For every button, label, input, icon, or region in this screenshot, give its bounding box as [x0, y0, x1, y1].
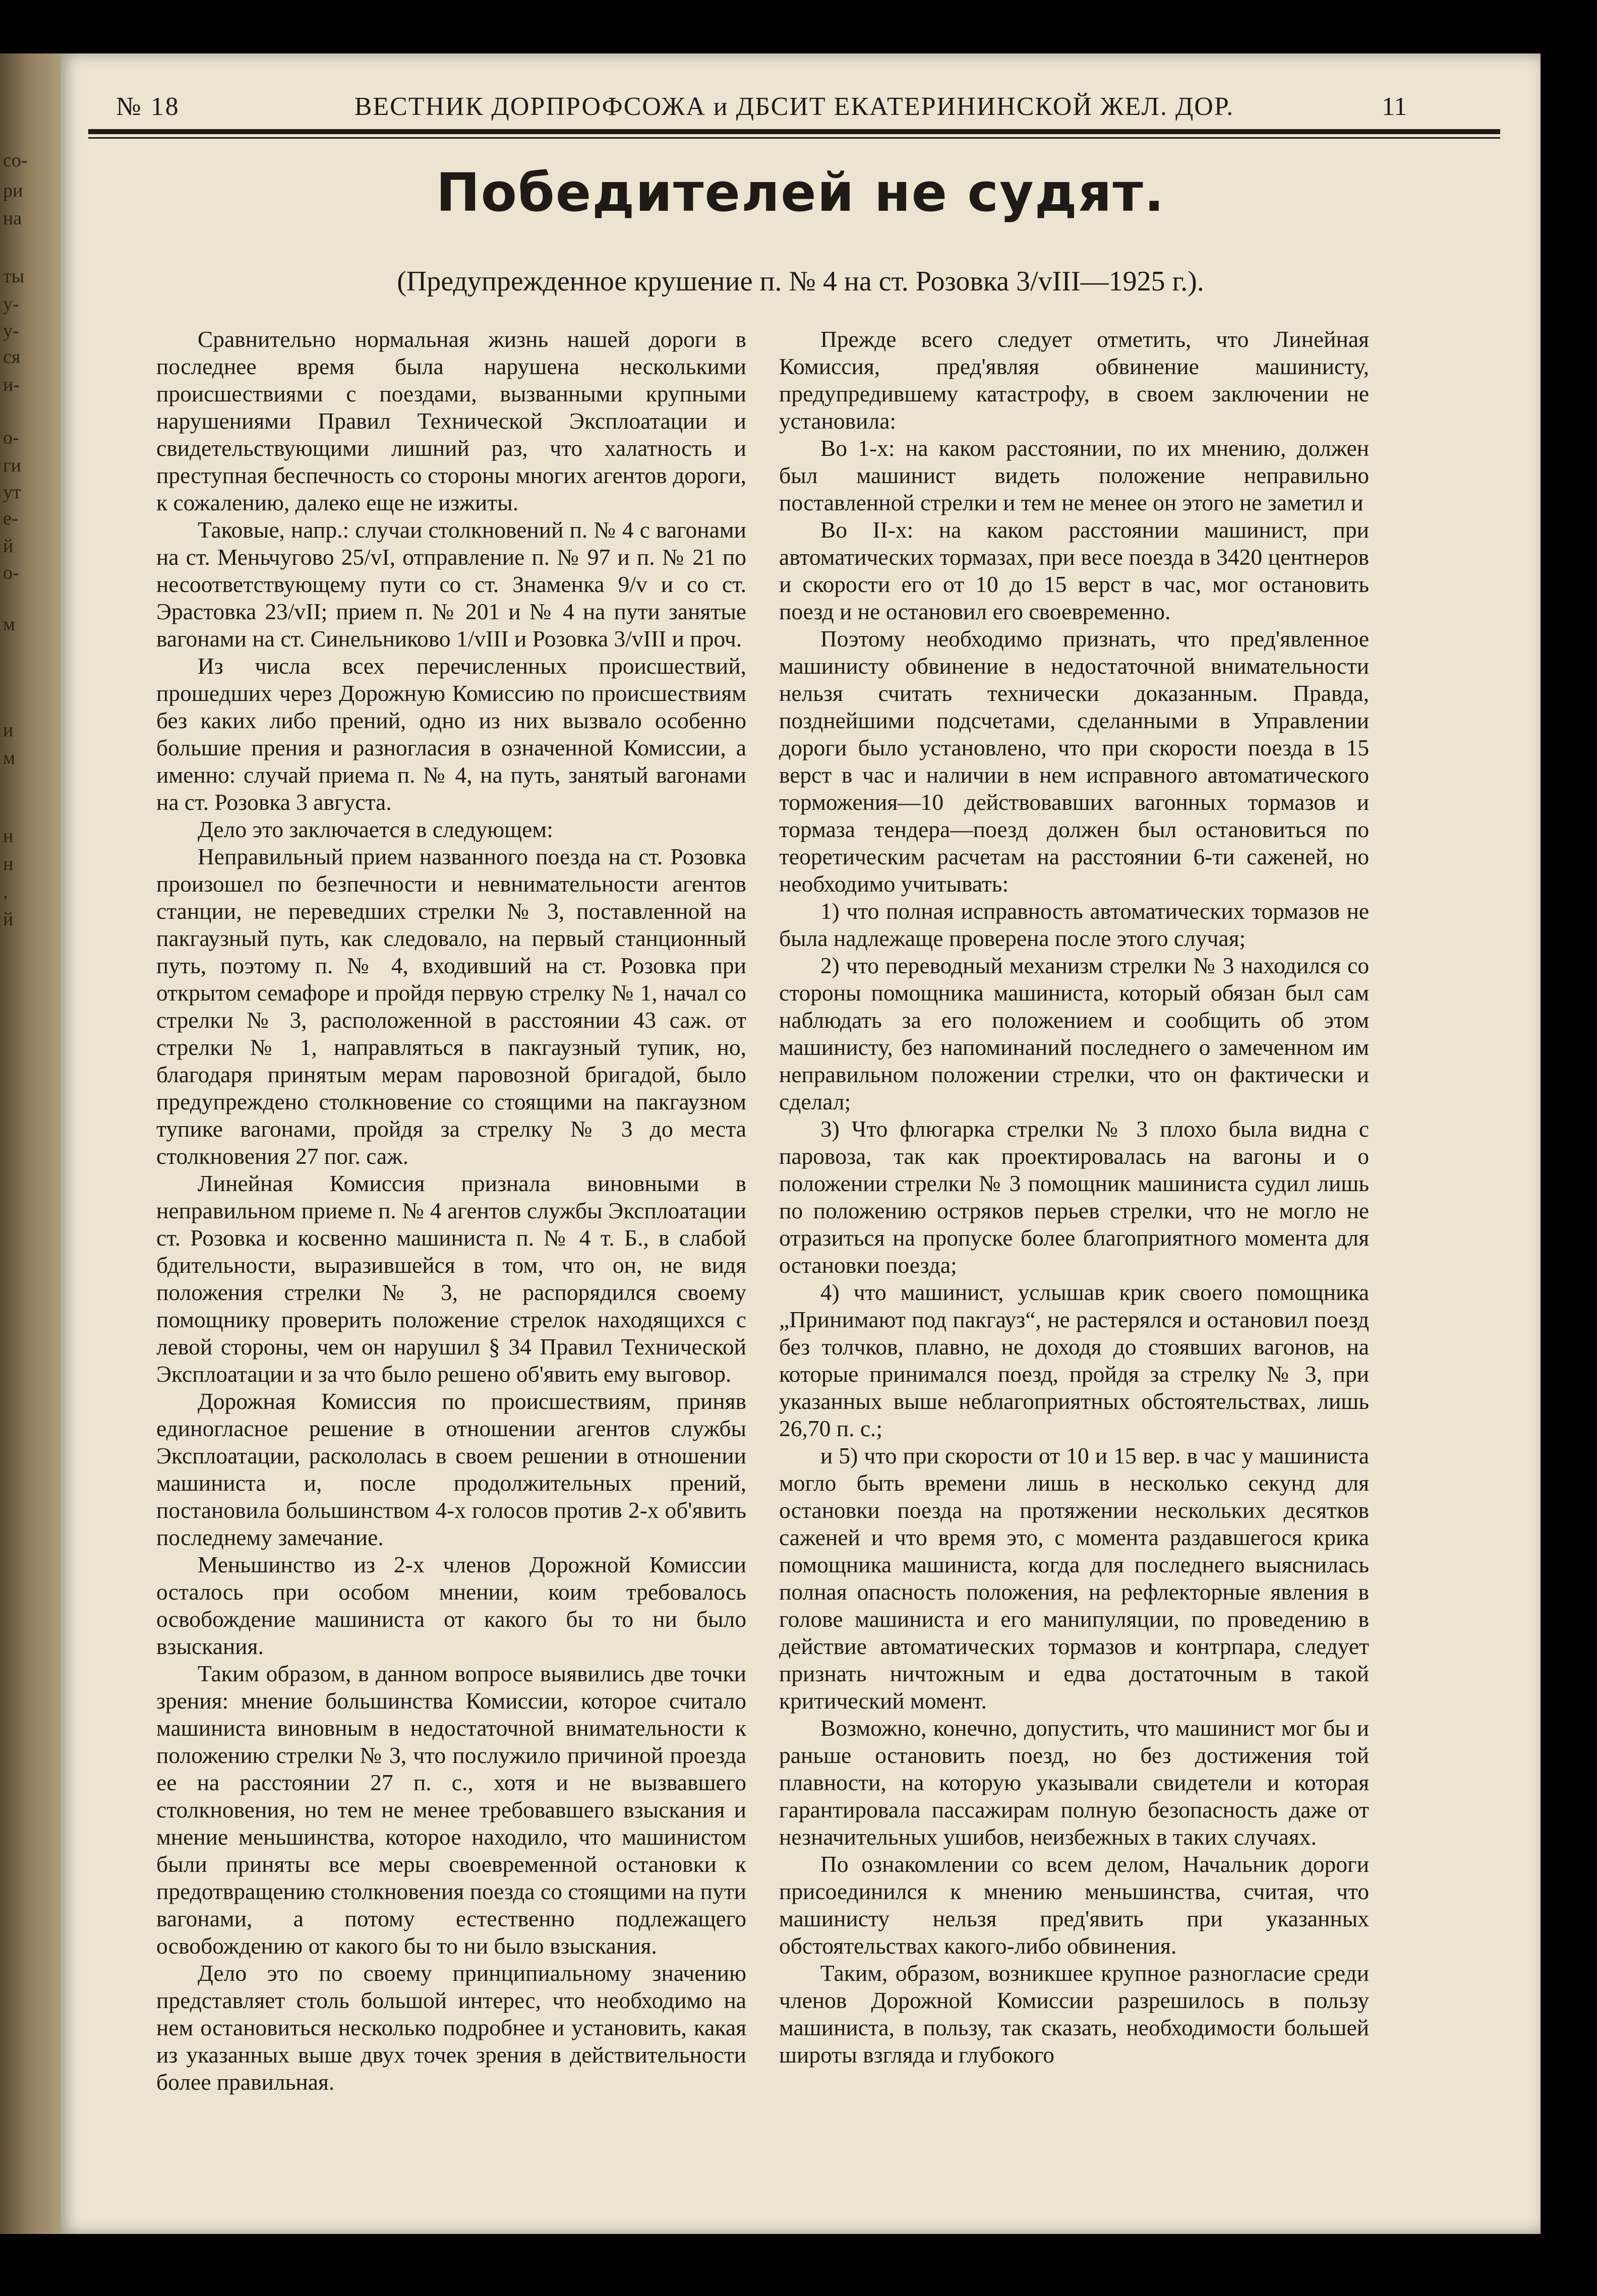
adjacent-fragment: у-: [3, 320, 19, 341]
adjacent-fragment: ут: [3, 482, 21, 503]
paragraph: Дело это по своему принципиальному значению представляет столь большой интерес, что необходимо на нем остановиться несколько подробнее и установить, какая из указанных выше двух точек зрения в действительности более правильная.: [156, 1960, 746, 2095]
adjacent-page-edge: [0, 53, 68, 2234]
adjacent-fragment: е-: [3, 508, 18, 529]
paragraph: Сравнительно нормальная жизнь нашей дороги в последнее время была нарушена несколькими происшествиями с поездами, вызванными крупными нарушениями Правил Технической Эксплоатации и свидетельствующими лишний раз, что халатность и преступная беспечность со стороны многих агентов дороги, к сожалению, далеко еще не изжиты.: [156, 326, 746, 515]
paragraph: Во II-х: на каком расстоянии машинист, при автоматических тормазах, при весе поезда в 3420 центнеров и скорости его от 10 до 15 верст в час, мог остановить поезд и не остановил его своевременно.: [779, 517, 1369, 624]
paragraph: Дорожная Комиссия по происшествиям, приняв единогласное решение в отношении агентов службы Эксплоатации, раскололась в своем решении в отношении машиниста и, после продолжительных прений, постановила большинством 4-х голосов против 2-х об'явить последнему замечание.: [156, 1388, 746, 1550]
left-column: [156, 326, 746, 2192]
adjacent-fragment: ты: [3, 266, 25, 287]
adjacent-fragment: м: [3, 747, 16, 769]
adjacent-fragment: о-: [3, 562, 19, 583]
paragraph: Линейная Комиссия признала виновными в неправильном приеме п. № 4 агентов службы Эксплоатации ст. Розовка и косвенно машиниста п. № 4 т. Б., в слабой бдительности, выразившейся в том, что он, не видя положения стрелки № 3, не распорядился своему помощнику проверить положение стрелок находящихся с левой стороны, чем он нарушил § 34 Правил Технической Эксплоатации и за что было решено об'явить ему выговор.: [156, 1170, 746, 1387]
paragraph: Прежде всего следует отметить, что Линейная Комиссия, пред'являя обвинение машинисту, предупредившему катастрофу, в своем заключении не установила:: [779, 326, 1369, 434]
adjacent-fragment: ,: [3, 881, 8, 902]
running-header: ВЕСТНИК ДОРПРОФСОЖА и ДБСИТ ЕКАТЕРИНИНСКОЙ ЖЕЛ. ДОР.: [354, 92, 1234, 121]
paragraph: Во 1-х: на каком расстоянии, по их мнению, должен был машинист видеть положение неправильно поставленной стрелки и тем не менее он этого не заметил и: [779, 435, 1369, 515]
adjacent-fragment: и-: [3, 374, 20, 395]
paragraph: 2) что переводный механизм стрелки № 3 находился со стороны помощника машиниста, который обязан был сам наблюдать за его положением и сообщить об этом машинисту, без напоминаний последнего о замеченном им неправильном положении стрелки, что он фактически и сделал;: [779, 953, 1369, 1114]
adjacent-fragment: у-: [3, 293, 19, 315]
paragraph: Дело это заключается в следующем:: [197, 816, 553, 842]
paragraph: Возможно, конечно, допустить, что машинист мог бы и раньше остановить поезд, но без достижения той плавности, на которую указывали свидетели и которая гарантировала пассажирам полную безопасность даже от незначительных ушибов, неизбежных в таких случаях.: [779, 1715, 1369, 1850]
paragraph: По ознакомлении со всем делом, Начальник дороги присоединился к мнению меньшинства, считая, что машинисту нельзя пред'явить при указанных обстоятельствах какого-либо обвинения.: [779, 1851, 1369, 1959]
article-title: Победителей не судят.: [436, 162, 1165, 223]
paragraph: Неправильный прием названного поезда на ст. Розовка произошел по безпечности и невнимательности агентов станции, не переведших стрелки № 3, поставленной на пакгаузный путь, как следовало, на первый станционный путь, поэтому п. № 4, входивший на ст. Розовка при открытом семафоре и пройдя первую стрелку № 1, начал со стрелки № 3, расположенной в расстоянии 43 саж. от стрелки № 1, направляться в пакгаузный тупик, но, благодаря принятым мерам паровозной бригадой, было предупреждено столкновение со стоящими на пакгаузном тупике вагонами, пройдя за стрелку № 3 до места столкновения 27 пог. саж.: [156, 844, 746, 1169]
paragraph: Поэтому необходимо признать, что пред'явленное машинисту обвинение в недостаточной внимательности нельзя считать технически доказанным. Правда, позднейшими подсчетами, сделанными в Управлении дороги было установлено, что при скорости поезда в 15 верст в час и наличии в нем исправного автоматического торможения—10 действовавших вагонных тормазов и тормаза тендера—поезд должен был остановиться по теоретическим расчетам на расстоянии 6-ти саженей, но необходимо учитывать:: [779, 626, 1369, 897]
adjacent-fragment: н: [3, 826, 14, 847]
adjacent-fragment: ся: [3, 346, 21, 368]
article-subtitle: (Предупрежденное крушение п. № 4 на ст. Розовка 3/vIII—1925 г.).: [397, 266, 1204, 297]
paragraph: 3) Что флюгарка стрелки № 3 плохо была видна с паровоза, так как проектировалась на вагоны и о положении стрелки № 3 помощник машиниста судил лишь по положению остряков перьев стрелки, что не могло не отразиться на пропуске более благоприятного момента для остановки поезда;: [779, 1116, 1369, 1278]
page-number: 11: [1382, 92, 1407, 121]
adjacent-fragment: на: [3, 208, 22, 229]
adjacent-fragment: о-: [3, 427, 19, 448]
paragraph: Из числа всех перечисленных происшествий, прошедших через Дорожную Комиссию по происшествиям без каких либо прений, одно из них вызвало особенно большие прения и разногласия в означенной Комиссии, а именно: случай приема п. № 4, на путь, занятый вагонами на ст. Розовка 3 августа.: [156, 653, 746, 815]
issue-number: № 18: [116, 92, 180, 121]
paragraph: Таким образом, в данном вопросе выявились две точки зрения: мнение большинства Комиссии, которое считало машиниста виновным в недостаточной внимательности к положению стрелки № 3, что послужило причиной проезда ее на расстоянии 27 п. с., хотя и не вызвавшего столкновения, но тем не менее требовавшего взыскания и мнение меньшинства, которое находило, что машинистом были приняты все меры своевременной остановки к предотвращению столкновения поезда со стоящими на пути вагонами, а потому естественно подлежащего освобождению от какого бы то ни было взыскания.: [156, 1661, 746, 1959]
paragraph: Таким, образом, возникшее крупное разногласие среди членов Дорожной Комиссии разрешилось в пользу машиниста, в пользу, так сказать, необходимости большей широты взгляда и глубокого: [779, 1960, 1369, 2068]
adjacent-fragment: й: [3, 536, 14, 557]
paragraph: Таковые, напр.: случаи столкновений п. № 4 с вагонами на ст. Меньчугово 25/vI, отправление п. № 97 и п. № 21 по несоответствующему пути со ст. Знаменка 9/v и со ст. Эрастовка 23/vII; прием п. № 201 и № 4 на пути занятые вагонами на ст. Синельниково 1/vIII и Розовка 3/vIII и проч.: [156, 517, 746, 652]
adjacent-fragment: м: [3, 614, 16, 635]
adjacent-fragment: со-: [3, 150, 28, 171]
paragraph: Меньшинство из 2-х членов Дорожной Комиссии осталось при особом мнении, коим требовалось освобождение машиниста от какого бы то ни было взыскания.: [156, 1552, 746, 1659]
adjacent-fragment: ги: [3, 455, 21, 476]
journal-page: [61, 53, 1541, 2234]
paragraph: 1) что полная исправность автоматических тормазов не была надлежаще проверена после этого случая;: [779, 898, 1369, 951]
header-rule-thin: [88, 137, 1500, 139]
adjacent-fragment: ри: [3, 180, 23, 201]
paragraph: и 5) что при скорости от 10 и 15 вер. в час у машиниста могло быть времени лишь в несколько секунд для остановки поезда на протяжении нескольких десятков саженей и что время это, с момента раздавшегося крика помощника машиниста, когда для последнего выяснилась полная опасность положения, на рефлекторные явления в голове машиниста и его манипуляции, по проведению в действие автоматических тормазов и контрпара, следует признать ничтожным и едва достаточным в такой критический момент.: [779, 1443, 1369, 1714]
adjacent-fragment: н: [3, 853, 14, 874]
adjacent-fragment: й: [3, 909, 14, 930]
right-column: [779, 326, 1369, 2192]
paragraph: 4) что машинист, услышав крик своего помощника „Принимают под пакгауз“, не растерялся и остановил поезд без толчков, плавно, не доходя до стоявших вагонов, на которые принимался поезд, пройдя за стрелку № 3, при указанных выше неблагоприятных обстоятельствах, лишь 26,70 п. с.;: [779, 1279, 1369, 1441]
adjacent-fragment: и: [3, 720, 14, 741]
header-rule: [88, 129, 1500, 134]
